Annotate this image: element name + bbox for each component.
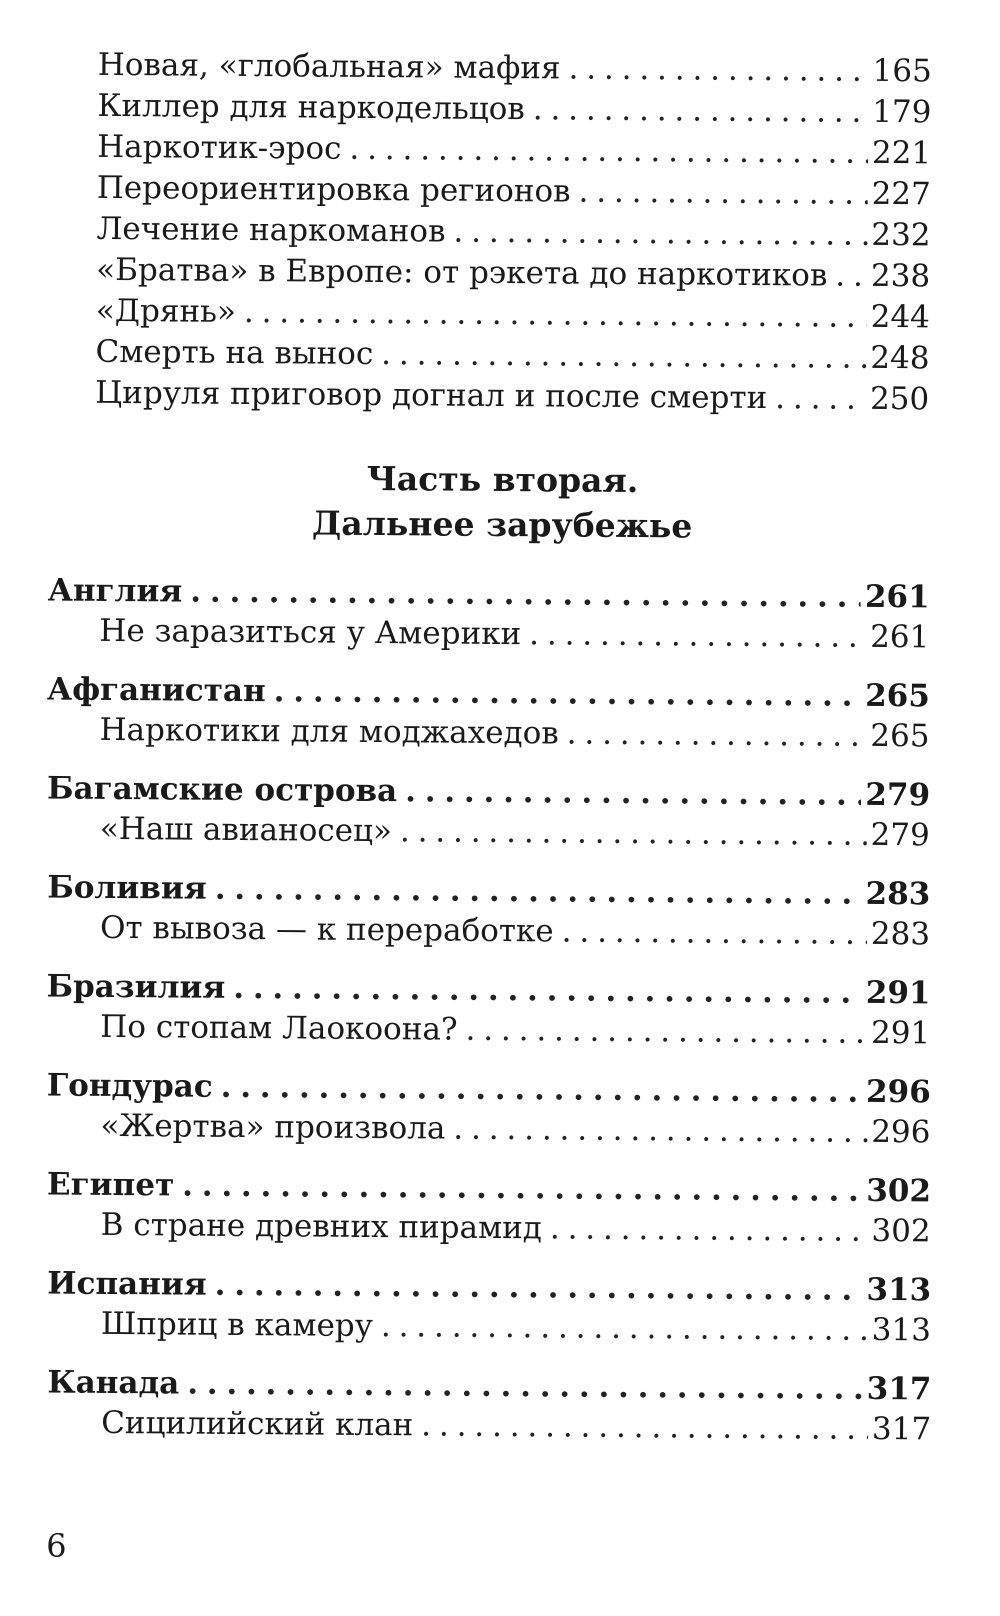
- leader-dots: [215, 871, 862, 912]
- chapter-title: Гондурас: [46, 1067, 213, 1105]
- subsection-page: 291: [870, 1014, 931, 1052]
- chapter-entry: [47, 671, 930, 714]
- subsection-entry: [101, 1405, 931, 1448]
- chapter-title: Канада: [47, 1364, 180, 1402]
- subsection-page: 283: [870, 915, 931, 953]
- leader-dots: [381, 1308, 868, 1348]
- subsection-title: Не заразиться у Америки: [99, 612, 522, 653]
- subsection-entry: [101, 1306, 931, 1349]
- toc-entry-page: 244: [870, 298, 930, 336]
- chapter-page: 261: [864, 578, 930, 616]
- toc-entry: [96, 293, 930, 336]
- leader-dots: [190, 574, 861, 615]
- toc-entry-page: 227: [871, 175, 931, 213]
- toc-entry: [96, 211, 930, 254]
- toc-entry-page: 238: [870, 257, 931, 295]
- chapter-title: Багамские острова: [46, 770, 398, 810]
- subsection-entry: [101, 1207, 931, 1250]
- chapter-page: 317: [866, 1370, 932, 1408]
- toc-entry-title: Смерть на вынос: [95, 333, 374, 372]
- chapter-page: 265: [865, 677, 931, 715]
- subsection-entry: [100, 811, 930, 854]
- leader-dots: [775, 380, 866, 417]
- toc-entry-title: Переориентировка регионов: [96, 169, 571, 210]
- subsection-entry: [99, 613, 929, 656]
- chapter-entry: [47, 1067, 931, 1110]
- chapter-page: 291: [865, 974, 931, 1012]
- subsection-title: От вывоза — к переработке: [99, 909, 554, 950]
- toc-entry-page: 250: [869, 380, 930, 418]
- toc-entry: [96, 252, 930, 295]
- subsection-entry: [100, 910, 930, 953]
- leader-dots: [274, 673, 862, 714]
- subsection-title: Наркотики для моджахедов: [99, 711, 559, 752]
- leader-dots: [349, 131, 868, 171]
- leader-dots: [421, 1407, 868, 1447]
- leader-dots: [381, 336, 866, 376]
- toc-entry: [95, 375, 929, 418]
- chapter-title: Египет: [46, 1166, 175, 1204]
- leader-dots: [453, 214, 867, 253]
- chapter-entry: [47, 869, 930, 912]
- chapter-title: Испания: [47, 1265, 207, 1303]
- leader-dots: [550, 1210, 868, 1248]
- subsection-title: «Жертва» произвола: [100, 1107, 446, 1147]
- subsection-entry: [100, 1108, 930, 1151]
- chapter-entry: [48, 572, 930, 615]
- chapter-entry: [47, 1265, 931, 1308]
- chapter-entry: [47, 1364, 931, 1407]
- toc-entry-title: «Братва» в Европе: от рэкета до наркотиков: [96, 251, 828, 294]
- part-heading-line2: Дальнее зарубежье: [311, 503, 693, 546]
- leader-dots: [578, 174, 867, 212]
- toc-entry: [95, 334, 929, 377]
- chapter-page: 296: [865, 1073, 931, 1111]
- toc-entry-page: 179: [872, 93, 932, 131]
- leader-dots: [567, 716, 867, 754]
- leader-dots: [562, 913, 867, 951]
- toc-entry-title: Лечение наркоманов: [96, 210, 446, 250]
- leader-dots: [529, 616, 866, 655]
- toc-entry-title: Наркотик-эрос: [97, 128, 342, 167]
- leader-dots: [187, 1366, 863, 1407]
- subsection-title: Сицилийский клан: [101, 1404, 414, 1444]
- chapter-entry: [47, 1166, 931, 1209]
- toc-entry-title: Цируля приговор догнал и после смерти: [95, 374, 768, 417]
- page-number: 6: [46, 1526, 67, 1565]
- chapter-title: Бразилия: [46, 968, 226, 1006]
- toc-entry-title: «Дрянь»: [95, 292, 237, 330]
- leader-dots: [465, 1012, 867, 1051]
- toc-entry-title: Киллер для наркодельцов: [97, 87, 525, 128]
- chapter-title: Англия: [47, 572, 183, 610]
- subsection-title: Шприц в камеру: [100, 1305, 374, 1345]
- leader-dots: [215, 1267, 863, 1308]
- toc-entry-page: 165: [872, 52, 932, 90]
- leader-dots: [400, 813, 867, 853]
- chapter-entry: [46, 968, 930, 1011]
- leader-dots: [533, 91, 869, 130]
- subsection-page: 265: [870, 717, 930, 755]
- subsection-entry: [100, 1009, 930, 1052]
- chapter-page: 313: [866, 1271, 932, 1309]
- leader-dots: [244, 294, 867, 335]
- leader-dots: [405, 773, 861, 813]
- part-heading-line1: Часть вторая.: [366, 458, 639, 501]
- subsection-title: По стопам Лаокоона?: [100, 1008, 458, 1048]
- toc-entry-page: 248: [870, 339, 930, 377]
- chapter-entry: [47, 770, 930, 813]
- subsection-page: 261: [870, 618, 930, 656]
- toc-entry: [98, 47, 932, 90]
- leader-dots: [221, 1069, 863, 1110]
- subsection-title: «Наш авианосец»: [99, 810, 393, 850]
- subsection-entry: [99, 712, 929, 755]
- toc-entry: [97, 129, 931, 172]
- subsection-page: 296: [871, 1113, 931, 1151]
- toc-entry: [97, 88, 931, 131]
- subsection-page: 279: [870, 816, 930, 854]
- leader-dots: [835, 258, 867, 294]
- chapter-page: 302: [866, 1172, 932, 1210]
- chapter-title: Боливия: [47, 869, 207, 907]
- subsection-page: 302: [871, 1212, 931, 1250]
- toc-entry: [97, 170, 931, 213]
- leader-dots: [233, 970, 862, 1011]
- chapter-page: 279: [865, 776, 931, 814]
- toc-entry-page: 221: [871, 134, 932, 172]
- toc-entry-page: 232: [871, 216, 931, 254]
- chapter-page: 283: [865, 875, 931, 913]
- chapter-title: Афганистан: [46, 671, 266, 710]
- subsection-page: 317: [871, 1410, 932, 1448]
- subsection-title: В стране древних пирамид: [100, 1206, 543, 1247]
- leader-dots: [453, 1111, 867, 1150]
- leader-dots: [568, 51, 868, 89]
- leader-dots: [182, 1168, 862, 1209]
- toc-entry-title: Новая, «глобальная» мафия: [97, 46, 561, 87]
- subsection-page: 313: [871, 1311, 932, 1349]
